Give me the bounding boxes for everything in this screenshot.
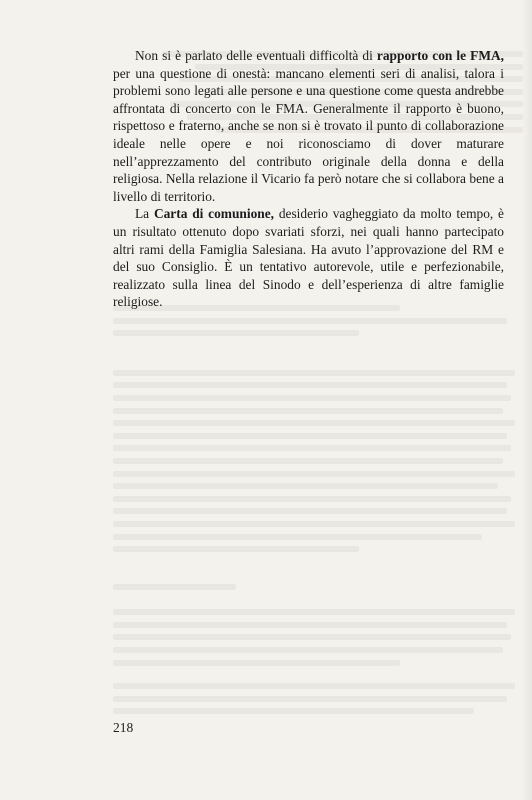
text-run: desiderio vagheggiato da molto tempo, è un risultato ottenuto dopo svariati sforzi, nei quali hanno partecipato altri rami della Famiglia Salesiana. Ha avuto l’approvazione del RM e del suo Consiglio. È un tentativo autorevole, utile e perfezionabile, realizzato sulla linea del Sinodo e dell’esperienza di altre famiglie religiose.: [113, 206, 504, 310]
text-run: Non si è parlato delle eventuali difficoltà di: [135, 48, 377, 63]
bold-term-carta-comunione: Carta di comunione,: [153, 206, 275, 222]
paragraph-carta-comunione: [113, 205, 504, 311]
bold-term-rapporto-fma: rapporto con le FMA,: [376, 48, 504, 63]
bleed-through-lower: [113, 300, 523, 721]
body-text: [113, 47, 504, 311]
page-edge-shadow: [522, 0, 532, 800]
text-run: per una questione di onestà: mancano elementi seri di analisi, talora i problemi sono legati alle persone e una questione come questa andrebbe affrontata di concerto con le FMA. Generalmente il rapporto è buono, rispettoso e fraterno, anche se non si è trovato il punto di collaborazione ideale nelle opere e noi riconosciamo di dover maturare nell’apprezzamento del contributo originale della donna e della religiosa. Nella relazione il Vicario fa però notare che si collabora bene a livello di territorio.: [113, 65, 504, 204]
text-run: La: [135, 206, 154, 222]
paragraph-fma: [113, 47, 504, 205]
page-number: 218: [113, 720, 134, 735]
